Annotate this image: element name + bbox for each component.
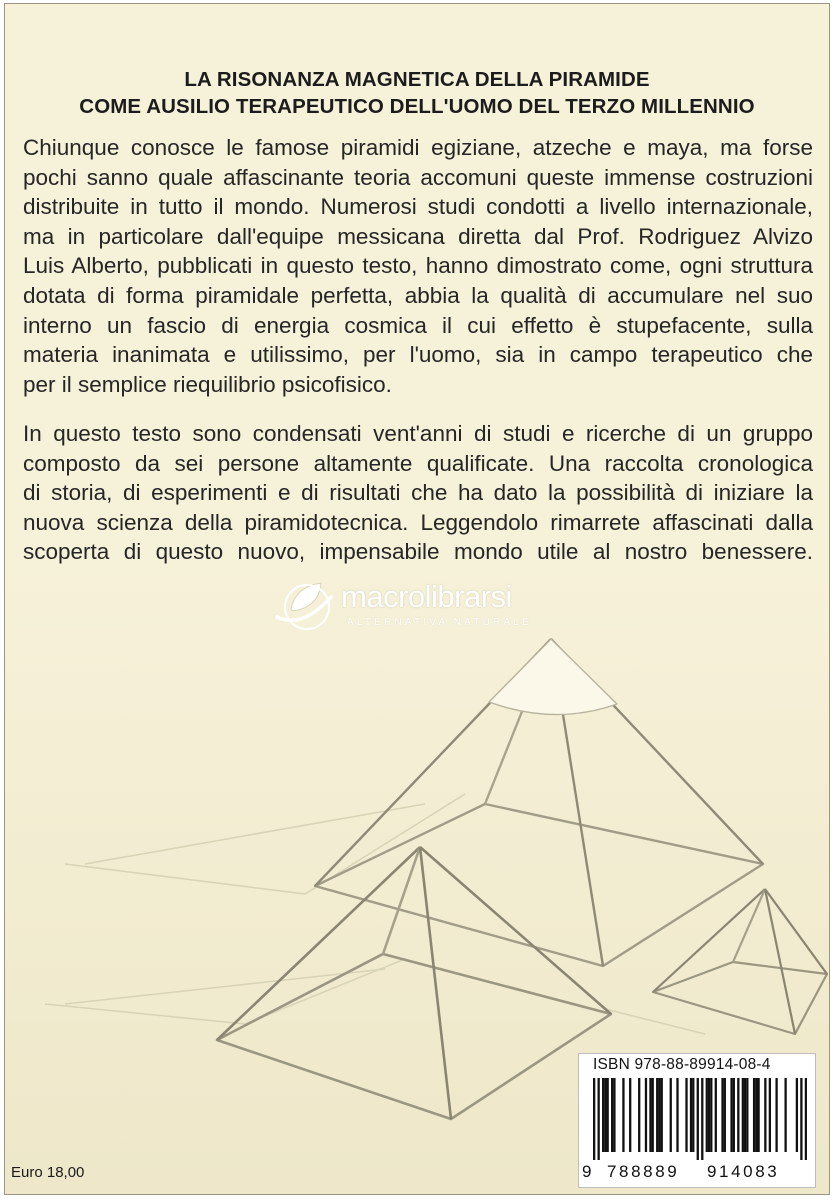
barcode-bar (661, 1078, 663, 1152)
book-back-cover (4, 3, 830, 1195)
description-paragraph-1 (23, 133, 813, 399)
price-label: Euro 18,00 (11, 1164, 85, 1181)
barcode-bar (645, 1078, 647, 1152)
text-line: ma in particolare dall'equipe messicana diretta dal Prof. Rodriguez Alvizo (23, 223, 813, 249)
text-line: Chiunque conosce le famose piramidi egiziane, atzeche e maya, ma forse (23, 135, 813, 160)
publisher-watermark (273, 577, 583, 633)
barcode-bar (796, 1078, 798, 1152)
leaf-swoosh-icon (273, 577, 337, 633)
text-line: pochi sanno quale affascinante teoria accomuni queste immense costruzioni (23, 164, 813, 190)
barcode-bar (701, 1078, 703, 1160)
watermark-tagline: ALTERNATIVA NATURALE (347, 617, 532, 628)
barcode-bar (755, 1078, 757, 1152)
title-line-1: LA RISONANZA MAGNETICA DELLA PIRAMIDE (184, 68, 650, 91)
barcode-bar (613, 1078, 615, 1152)
barcode-bar (805, 1078, 807, 1160)
barcode-bars (593, 1078, 807, 1160)
barcode-bar (602, 1078, 604, 1152)
barcode-digits-right: 914083 (707, 1162, 780, 1181)
barcode-bar (784, 1078, 786, 1152)
barcode-bar (607, 1078, 609, 1152)
barcode-bar (692, 1078, 694, 1152)
barcode-bar (764, 1078, 766, 1152)
barcode-bar (593, 1078, 595, 1160)
text-line: interno un fascio di energia cosmica il cui effetto è stupefacente, sulla (23, 312, 813, 338)
barcode-digits-left: 788889 (607, 1162, 680, 1181)
barcode-bar (670, 1078, 672, 1152)
barcode-bar (652, 1078, 654, 1152)
barcode-bar (604, 1078, 606, 1152)
barcode-bar (715, 1078, 717, 1152)
barcode-digits (579, 1158, 817, 1186)
barcode-bar (649, 1078, 651, 1152)
barcode-bar (710, 1078, 712, 1152)
barcode-bar (746, 1078, 748, 1152)
text-line: di storia, di esperimenti e di risultati che ha dato la possibilità di iniziare la (23, 480, 813, 506)
text-line: Luis Alberto, pubblicati in questo testo, hanno dimostrato come, ogni struttura (23, 253, 813, 279)
text-line: materia inanimata e utilissimo, per l'uomo, sia in campo terapeutico che (23, 342, 813, 368)
text-line: per il semplice riequilibrio psicofisico. (23, 371, 392, 397)
barcode-bar (658, 1078, 660, 1152)
barcode-bar (598, 1078, 600, 1160)
isbn-label: ISBN 978-88-89914-08-4 (593, 1056, 771, 1073)
title-line-2: COME AUSILIO TERAPEUTICO DELL'UOMO DEL TERZO MILLENNIO (79, 95, 755, 118)
barcode-bar (730, 1078, 732, 1152)
barcode-bar (706, 1078, 708, 1152)
barcode-bar (721, 1078, 723, 1152)
barcode-bar (775, 1078, 777, 1152)
barcode-bar (737, 1078, 739, 1152)
barcode-bar (769, 1078, 771, 1152)
barcode-bar (757, 1078, 759, 1152)
barcode-bar (611, 1078, 613, 1152)
barcode-bar (800, 1078, 802, 1160)
barcode-bar (629, 1078, 631, 1152)
barcode-bar (685, 1078, 687, 1152)
barcode-digit-first: 9 (582, 1162, 592, 1181)
description-paragraph-2 (23, 419, 813, 567)
barcode-bar (753, 1078, 755, 1152)
cover-title (5, 66, 829, 120)
text-line: In questo testo sono condensati vent'anni di studi e ricerche di un gruppo (23, 421, 813, 446)
isbn-barcode (578, 1053, 816, 1188)
barcode-bar (744, 1078, 746, 1152)
barcode-bar (656, 1078, 658, 1152)
watermark-name: macrolibrarsi (341, 579, 512, 614)
barcode-bar (690, 1078, 692, 1152)
barcode-bar (733, 1078, 735, 1152)
barcode-bar (638, 1078, 640, 1152)
barcode-bar (724, 1078, 726, 1152)
barcode-bar (676, 1078, 678, 1152)
text-line: nuova scienza della piramidotecnica. Leggendolo rimarrete affascinati dalla (23, 509, 813, 535)
barcode-bar (708, 1078, 710, 1152)
barcode-bar (697, 1078, 699, 1160)
text-line: composto da sei persone altamente qualificate. Una raccolta cronologica (23, 450, 813, 476)
text-line: scoperta di questo nuovo, impensabile mondo utile al nostro benessere. (23, 539, 813, 565)
text-line: distribuite in tutto il mondo. Numerosi studi condotti a livello internazionale, (23, 194, 813, 220)
text-line: dotata di forma piramidale perfetta, abbia la qualità di accumulare nel suo (23, 282, 813, 308)
barcode-bar (622, 1078, 624, 1152)
barcode-bar (742, 1078, 744, 1152)
